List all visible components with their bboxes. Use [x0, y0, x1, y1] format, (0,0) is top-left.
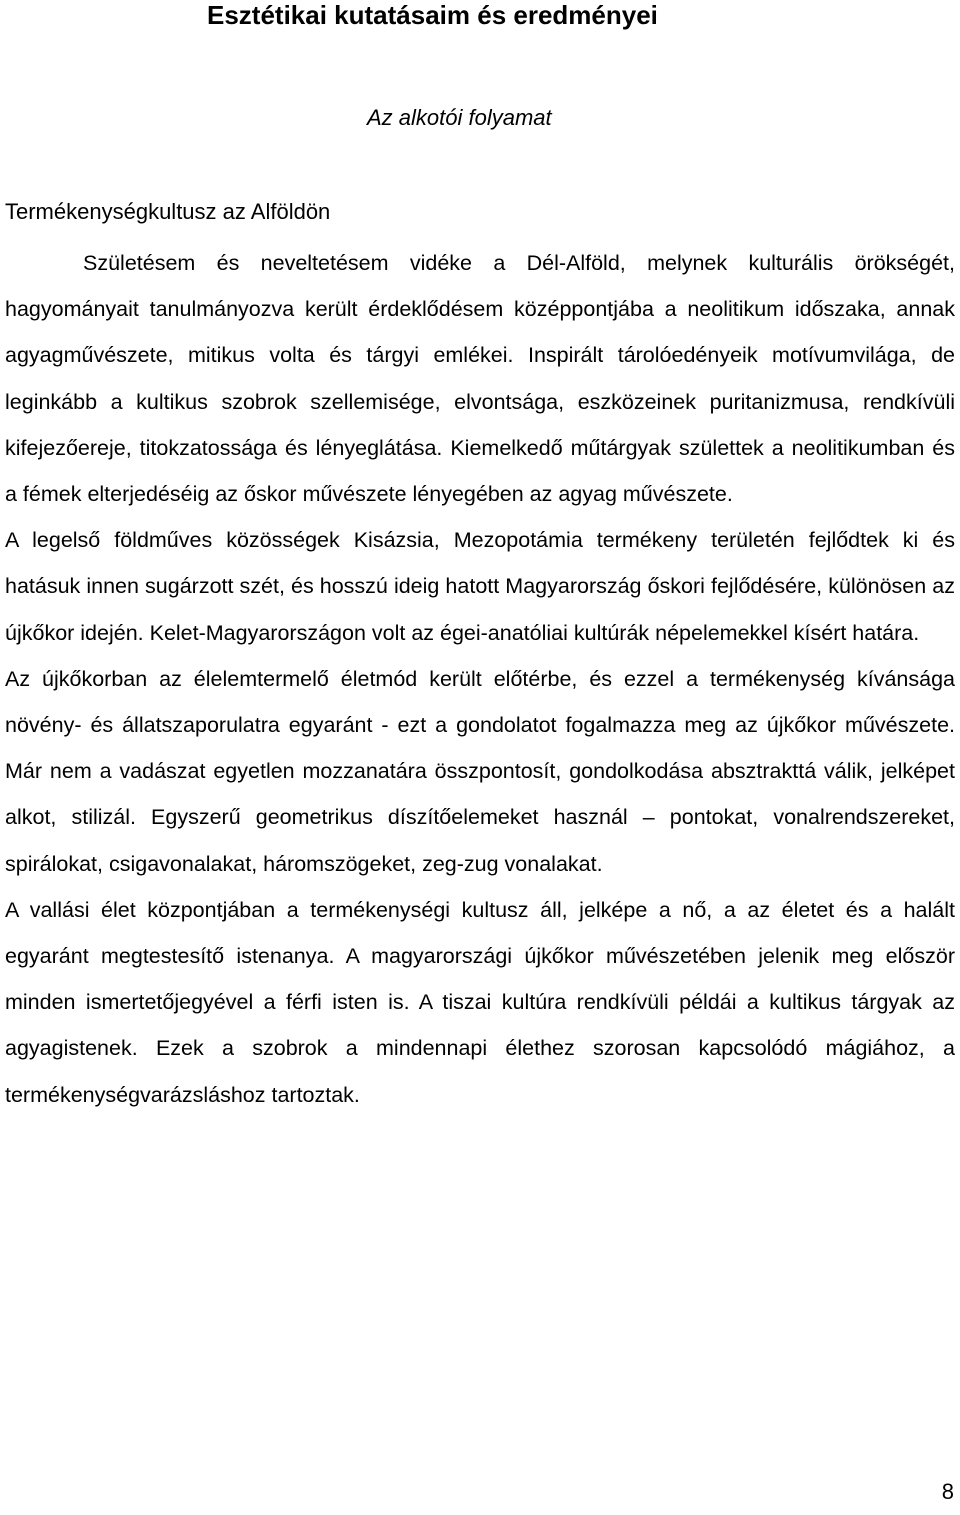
body-text [5, 240, 955, 1118]
chapter-subtitle: Az alkotói folyamat [367, 105, 552, 130]
page-number: 8 [941, 1479, 954, 1504]
paragraph-1: Születésem és neveltetésem vidéke a Dél-Alföld, melynek kulturális örökségét, hagyományait tanulmányozva került érdeklődésem középpontjába a neolitikum időszaka, annak agyagművészete, mitikus volta és tárgyi emlékei. Inspirált tárolóedényeik motívumvilága, de leginkább a kultikus szobrok szellemisége, elvontsága, eszközeinek puritanizmusa, rendkívüli kifejezőereje, titokzatossága és lényeglátása. Kiemelkedő műtárgyak születtek a neolitikumban és a fémek elterjedéséig az őskor művészete lényegében az agyag művészete. [5, 251, 955, 507]
page-title: Esztétikai kutatásaim és eredményei [207, 0, 658, 30]
paragraph-3: Az újkőkorban az élelemtermelő életmód került előtérbe, és ezzel a termékenység kívánsága növény- és állatszaporulatra egyaránt - ezt a gondolatot fogalmazza meg az újkőkor művészete. Már nem a vadászat egyetlen mozzanatára összpontosít, gondolkodása absztrakttá válik, jelképet alkot, stilizál. Egyszerű geometrikus díszítőelemeket használ – pontokat, vonalrendszereket, spirálokat, csigavonalakat, háromszögeket, zeg-zug vonalakat. [5, 666, 955, 876]
paragraph-4: A vallási élet központjában a termékenységi kultusz áll, jelképe a nő, a az életet és a halált egyaránt megtestesítő istenanya. A magyarországi újkőkor művészetében jelenik meg először minden ismertetőjegyével a férfi isten is. A tiszai kultúra rendkívüli példái a kultikus tárgyak az agyagistenek. Ezek a szobrok a mindennapi élethez szorosan kapcsolódó mágiához, a termékenységvarázsláshoz tartoztak. [5, 897, 955, 1107]
section-heading: Termékenységkultusz az Alföldön [5, 199, 331, 224]
paragraph-2: A legelső földműves közösségek Kisázsia, Mezopotámia termékeny területén fejlődtek ki és hatásuk innen sugárzott szét, és hosszú ideig hatott Magyarország őskori fejlődésére, különösen az újkőkor idején. Kelet-Magyarországon volt az égei-anatóliai kultúrák népelemekkel kísért határa. [5, 528, 955, 645]
